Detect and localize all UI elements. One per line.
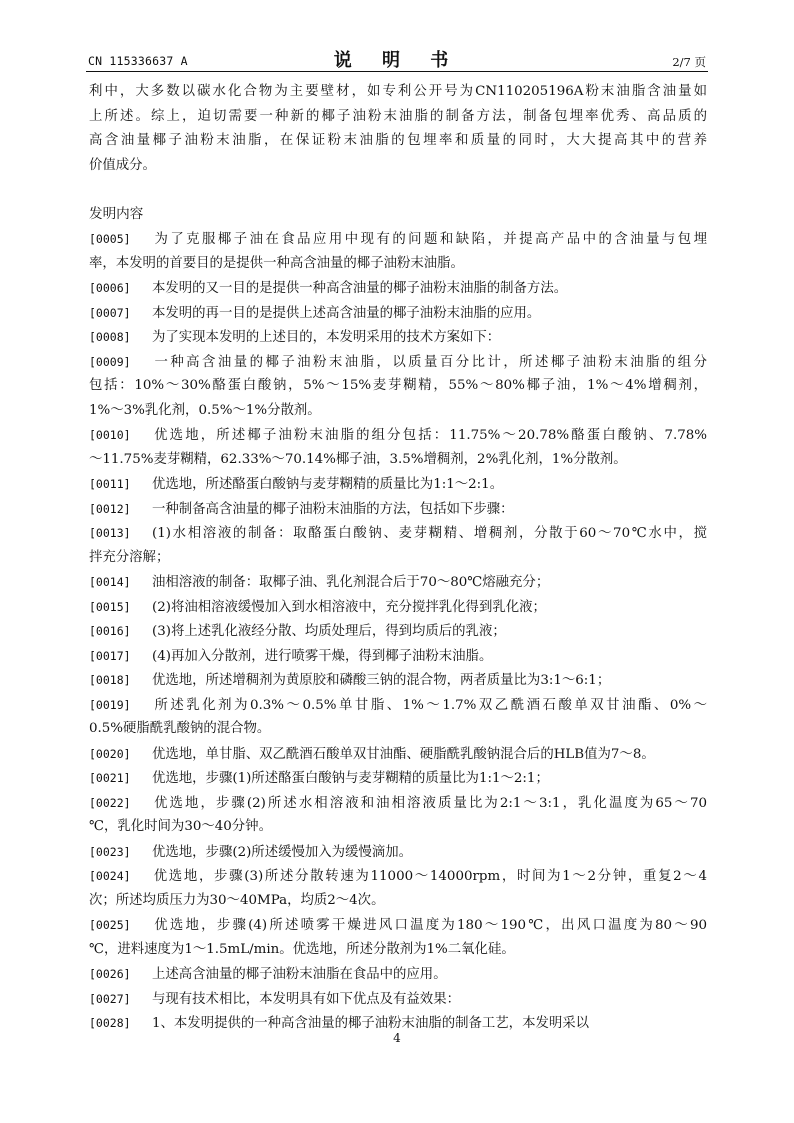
paragraph-number: [0016]: [89, 624, 131, 638]
paragraph-text: 0.5%硬脂酰乳酸钠的混合物。: [89, 721, 271, 736]
paragraph: [89, 864, 707, 913]
paragraph-number: [0021]: [89, 771, 131, 785]
text-line: [89, 252, 707, 277]
paragraph-number: [0017]: [89, 648, 131, 663]
paragraph-text: 一种制备高含油量的椰子油粉末油脂的方法，包括如下步骤：: [152, 501, 514, 517]
paragraph-number: [0015]: [89, 599, 131, 614]
paragraph-text: 油相溶液的制备：取椰子油、乳化剂混合后于70～80℃熔融充分；: [152, 575, 550, 590]
text-line: [89, 913, 707, 938]
paragraph-text: 优选地，所述椰子油粉末油脂的组分包括：11.75%～20.78%酪蛋白酸钠、7.78%: [152, 428, 707, 443]
paragraph: [89, 350, 707, 424]
paragraph-text: 次；所述均质压力为30～40MPa，均质2～4次。: [89, 892, 385, 908]
text-line: [89, 668, 707, 693]
paragraph-number: [0013]: [89, 526, 131, 540]
section-title: 发明内容: [89, 206, 144, 222]
text-line: [89, 693, 707, 718]
paragraph: [89, 987, 707, 1012]
paragraph-number: [0024]: [89, 869, 131, 883]
paragraph: [89, 962, 707, 987]
text-line: 上所述。综上，迫切需要一种新的椰子油粉末油脂的制备方法，制备包埋率优秀、高品质的: [89, 108, 707, 124]
text-line: [89, 301, 707, 326]
text-line: [89, 987, 707, 1012]
paragraph-text: 所述乳化剂为0.3%～0.5%单甘脂、1%～1.7%双乙酰酒石酸单双甘油酯、0%～: [152, 697, 707, 713]
paragraph-text: 包括：10%～30%酪蛋白酸钠，5%～15%麦芽糊精，55%～80%椰子油，1%～4%增稠剂，: [89, 378, 707, 393]
paragraph-text: (2)将油相溶液缓慢加入到水相溶液中，充分搅拌乳化得到乳化液；: [152, 599, 546, 615]
paragraph-number: [0019]: [89, 697, 131, 712]
paragraph: [89, 325, 707, 350]
text-line: 高含油量椰子油粉末油脂，在保证粉末油脂的包埋率和质量的同时，大大提高其中的营养: [89, 133, 707, 148]
paragraph-text: 优选地，步骤(3)所述分散转速为11000～14000rpm，时间为1～2分钟，重复2～4: [152, 869, 707, 884]
paragraph: [89, 227, 707, 276]
paragraph: [89, 840, 707, 865]
paragraph-text: 优选地，步骤(2)所述水相溶液和油相溶液质量比为2:1～3:1，乳化温度为65～70: [152, 795, 707, 811]
page-header: [88, 46, 706, 70]
paragraph-text: (4)再加入分散剂，进行喷雾干燥，得到椰子油粉末油脂。: [152, 648, 493, 664]
paragraph-gap: [89, 178, 707, 201]
text-line: [89, 864, 707, 889]
paragraph-list: [89, 227, 707, 1036]
paragraph: [89, 521, 707, 570]
paragraph-text: 上述高含油量的椰子油粉末油脂在食品中的应用。: [152, 967, 447, 982]
paragraph-text: ～11.75%麦芽糊精，62.33%～70.14%椰子油，3.5%增稠剂，2%乳化剂，1%分散剂。: [89, 451, 627, 467]
document-number: CN 115336637 A: [88, 54, 188, 68]
paragraph-text: 一种高含油量的椰子油粉末油脂，以质量百分比计，所述椰子油粉末油脂的组分: [152, 354, 707, 370]
paragraph: [89, 301, 707, 326]
paragraph-number: [0010]: [89, 428, 131, 442]
paragraph-text: 优选地，所述酪蛋白酸钠与麦芽糊精的质量比为1:1～2:1。: [152, 477, 504, 492]
paragraph-text: 1、本发明提供的一种高含油量的椰子油粉末油脂的制备工艺，本发明采以: [152, 1016, 590, 1031]
paragraph-number: [0008]: [89, 330, 131, 344]
paragraph: [89, 497, 707, 522]
document-body: [89, 80, 707, 1036]
paragraph-number: [0006]: [89, 281, 131, 295]
text-line: [89, 521, 707, 546]
text-line: [89, 938, 707, 963]
paragraph-text: ℃，进料速度为1～1.5mL/min。优选地，所述分散剂为1%二氧化硅。: [89, 941, 515, 957]
paragraph-text: 优选地，单甘脂、双乙酰酒石酸单双甘油酯、硬脂酰乳酸钠混合后的HLB值为7～8。: [152, 746, 655, 762]
text-line: [89, 717, 707, 742]
paragraph-text: 拌充分溶解；: [89, 549, 170, 565]
paragraph: [89, 276, 707, 301]
paragraph-number: [0020]: [89, 746, 131, 761]
page-number: 4: [393, 1031, 401, 1045]
paragraph-text: (1)水相溶液的制备：取酪蛋白酸钠、麦芽糊精、增稠剂，分散于60～70℃水中，搅: [152, 526, 707, 541]
paragraph-text: 为了实现本发明的上述目的，本发明采用的技术方案如下：: [152, 330, 501, 345]
text-line: [89, 399, 707, 424]
paragraph-number: [0023]: [89, 844, 131, 859]
text-line: [89, 595, 707, 620]
paragraph-number: [0022]: [89, 795, 131, 810]
paragraph-number: [0012]: [89, 501, 131, 516]
paragraph-number: [0007]: [89, 305, 131, 320]
paragraph-number: [0011]: [89, 477, 131, 491]
text-line: 利中，大多数以碳水化合物为主要壁材，如专利公开号为CN110205196A粉末油脂含油量如: [89, 84, 707, 99]
paragraph-number: [0009]: [89, 354, 131, 369]
paragraph-text: 优选地，步骤(4)所述喷雾干燥进风口温度为180～190℃，出风口温度为80～90: [152, 918, 707, 933]
paragraph-number: [0028]: [89, 1016, 131, 1030]
document-title: 说 明 书: [333, 50, 461, 71]
text-line: [89, 962, 707, 987]
paragraph: [89, 913, 707, 962]
paragraph-text: 优选地，步骤(1)所述酪蛋白酸钠与麦芽糊精的质量比为1:1～2:1；: [152, 771, 549, 786]
paragraph-number: [0025]: [89, 918, 131, 932]
text-line: [89, 766, 707, 791]
text-line: [89, 448, 707, 473]
paragraph-number: [0014]: [89, 575, 131, 589]
paragraph: [89, 472, 707, 497]
paragraph: [89, 693, 707, 742]
paragraph-number: [0027]: [89, 991, 131, 1006]
paragraph: [89, 742, 707, 767]
text-line: [89, 644, 707, 669]
paragraph: [89, 423, 707, 472]
paragraph-text: 与现有技术相比，本发明具有如下优点及有益效果：: [152, 991, 460, 1007]
paragraph: [89, 570, 707, 595]
paragraph: [89, 644, 707, 669]
text-line: [89, 276, 707, 301]
text-line: [89, 840, 707, 865]
paragraph-text: ℃，乳化时间为30～40分钟。: [89, 819, 272, 834]
paragraph-number: [0018]: [89, 673, 131, 687]
paragraph: [89, 668, 707, 693]
text-line: 价值成分。: [89, 157, 156, 173]
paragraph-text: 率，本发明的首要目的是提供一种高含油量的椰子油粉末油脂。: [89, 255, 464, 271]
paragraph-text: 优选地，所述增稠剂为黄原胶和磷酸三钠的混合物，两者质量比为3:1～6:1；: [152, 673, 611, 688]
text-line: [89, 570, 707, 595]
paragraph: [89, 766, 707, 791]
text-line: [89, 791, 707, 816]
text-line: [89, 423, 707, 448]
paragraph-number: [0005]: [89, 232, 131, 246]
intro-paragraph: [89, 80, 707, 178]
text-line: [89, 227, 707, 252]
text-line: [89, 889, 707, 914]
text-line: [89, 497, 707, 522]
text-line: [89, 350, 707, 375]
paragraph-number: [0026]: [89, 967, 131, 981]
paragraph-text: (3)将上述乳化液经分散、均质处理后，得到均质后的乳液；: [152, 624, 506, 639]
header-rule: [86, 71, 708, 72]
text-line: [89, 619, 707, 644]
page-info: 2/7 页: [672, 55, 706, 69]
paragraph-text: 为了克服椰子油在食品应用中现有的问题和缺陷，并提高产品中的含油量与包埋: [152, 232, 707, 247]
text-line: [89, 815, 707, 840]
paragraph-text: 优选地，步骤(2)所述缓慢加入为缓慢滴加。: [152, 844, 412, 860]
paragraph: [89, 619, 707, 644]
text-line: [89, 472, 707, 497]
paragraph-text: 本发明的再一目的是提供上述高含油量的椰子油粉末油脂的应用。: [152, 305, 541, 321]
paragraph: [89, 595, 707, 620]
paragraph-text: 1%～3%乳化剂，0.5%～1%分散剂。: [89, 402, 321, 418]
text-line: [89, 374, 707, 399]
text-line: [89, 325, 707, 350]
paragraph-text: 本发明的又一目的是提供一种高含油量的椰子油粉末油脂的制备方法。: [152, 281, 568, 296]
paragraph: [89, 791, 707, 840]
text-line: [89, 546, 707, 571]
text-line: [89, 742, 707, 767]
